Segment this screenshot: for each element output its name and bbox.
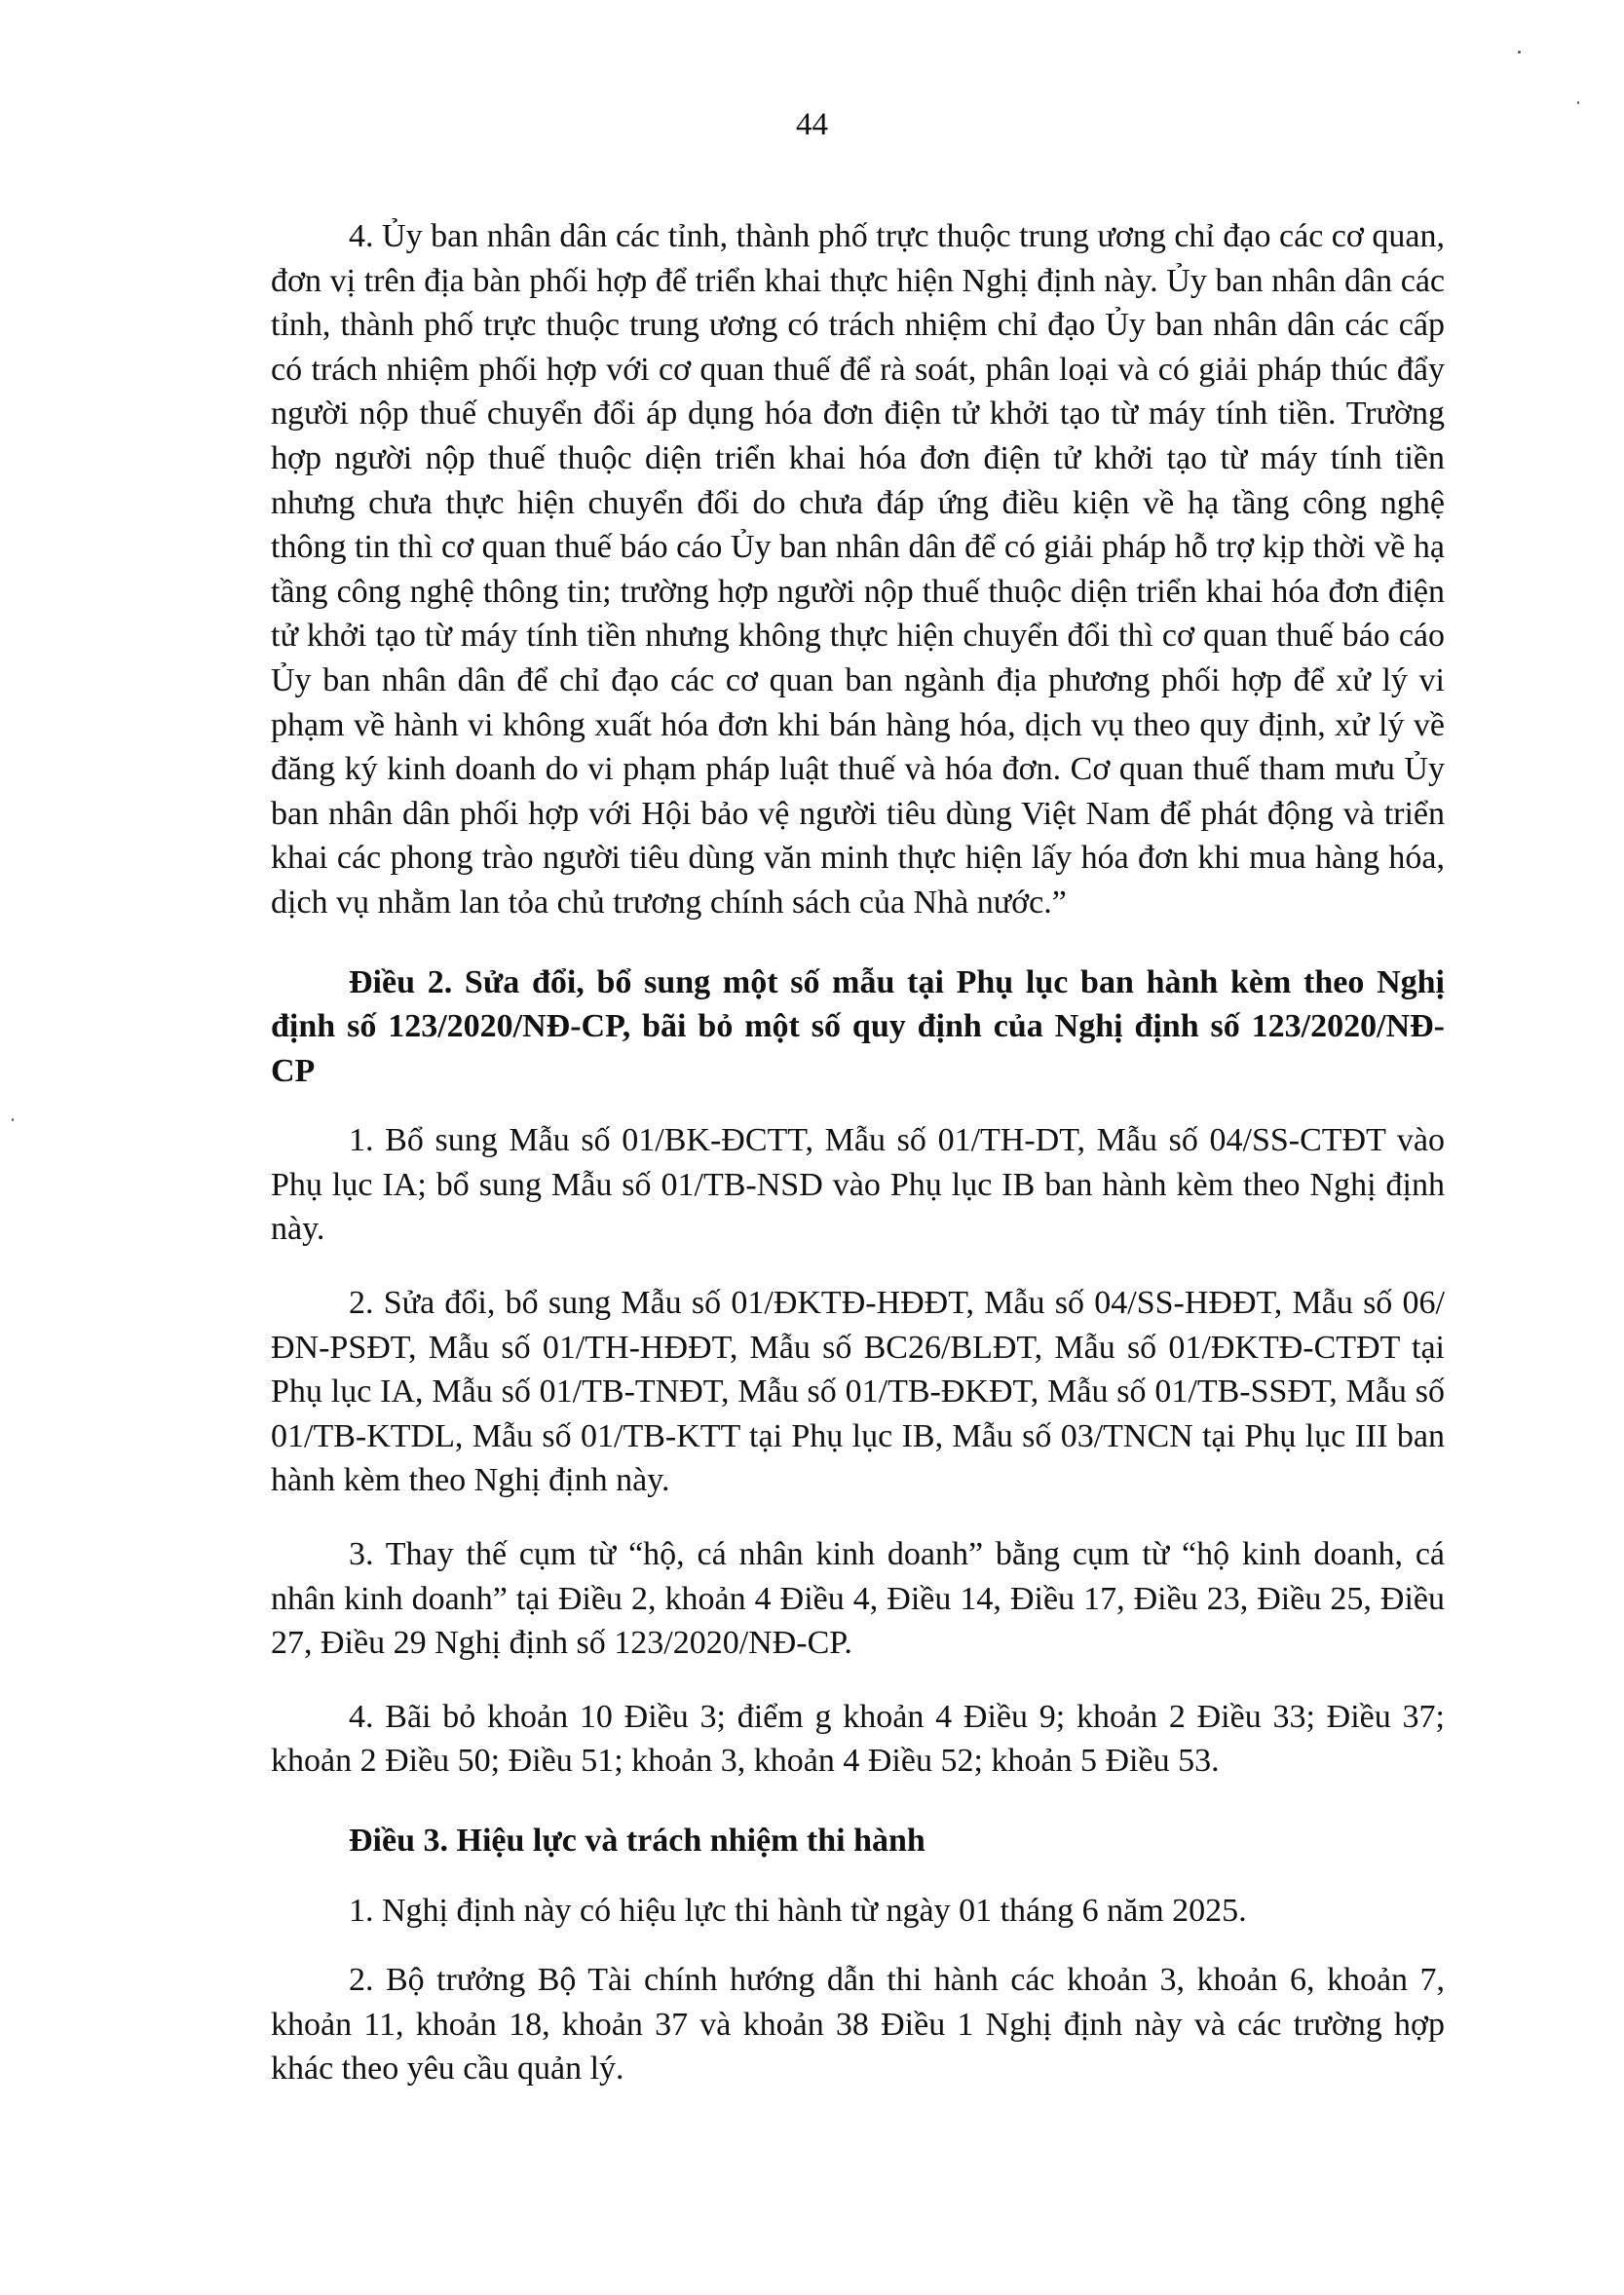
article-3-item-2: 2. Bộ trưởng Bộ Tài chính hướng dẫn thi hành các khoản 3, khoản 6, khoản 7, khoản 11, khoản 18, khoản 37 và khoản 38 Điều 1 Nghị định này và các trường hợp khác theo yêu cầu quản lý. <box>271 1962 1445 2088</box>
article-2-item-4: 4. Bãi bỏ khoản 10 Điều 3; điểm g khoản 4 Điều 9; khoản 2 Điều 33; Điều 37; khoản 2 Điều 50; Điều 51; khoản 3, khoản 4 Điều 52; khoản 5 Điều 53. <box>271 1698 1445 1780</box>
article-3-item-1: 1. Nghị định này có hiệu lực thi hành từ ngày 01 tháng 6 năm 2025. <box>349 1892 1247 1929</box>
paragraph-clause-4: 4. Ủy ban nhân dân các tỉnh, thành phố trực thuộc trung ương chỉ đạo các cơ quan, đơn vị trên địa bàn phối hợp để triển khai thực hiện Nghị định này. Ủy ban nhân dân các tỉnh, thành phố trực thuộc trung ương có trách nhiệm chỉ đạo Ủy ban nhân dân các cấp có trách nhiệm phối hợp với cơ quan thuế để rà soát, phân loại và có giải pháp thúc đẩy người nộp thuế chuyển đổi áp dụng hóa đơn điện tử khởi tạo từ máy tính tiền. Trường hợp người nộp thuế thuộc diện triển khai hóa đơn điện tử khởi tạo từ máy tính tiền nhưng chưa thực hiện chuyển đổi do chưa đáp ứng điều kiện về hạ tầng công nghệ thông tin thì cơ quan thuế báo cáo Ủy ban nhân dân để có giải pháp hỗ trợ kịp thời về hạ tầng công nghệ thông tin; trường hợp người nộp thuế thuộc diện triển khai hóa đơn điện tử khởi tạo từ máy tính tiền nhưng không thực hiện chuyển đổi thì cơ quan thuế báo cáo Ủy ban nhân dân để chỉ đạo các cơ quan ban ngành địa phương phối hợp để xử lý vi phạm về hành vi không xuất hóa đơn khi bán hàng hóa, dịch vụ theo quy định, xử lý về đăng ký kinh doanh do vi phạm pháp luật thuế và hóa đơn. Cơ quan thuế tham mưu Ủy ban nhân dân phối hợp với Hội bảo vệ người tiêu dùng Việt Nam để phát động và triển khai các phong trào người tiêu dùng văn minh thực hiện lấy hóa đơn khi mua hàng hóa, dịch vụ nhằm lan tỏa chủ trương chính sách của Nhà nước.” <box>271 218 1445 921</box>
article-2-heading: Điều 2. Sửa đổi, bổ sung một số mẫu tại Phụ lục ban hành kèm theo Nghị định số 123/2020/NĐ-CP, bãi bỏ một số quy định của Nghị định số 123/2020/NĐ-CP <box>271 963 1445 1089</box>
scan-speck <box>12 1118 14 1121</box>
scan-speck <box>1518 51 1521 54</box>
page-number: 44 <box>796 107 828 142</box>
scan-speck <box>1577 101 1579 104</box>
article-2-item-1: 1. Bổ sung Mẫu số 01/BK-ĐCTT, Mẫu số 01/TH-DT, Mẫu số 04/SS-CTĐT vào Phụ lục IA; bổ sung Mẫu số 01/TB-NSD vào Phụ lục IB ban hành kèm theo Nghị định này. <box>271 1122 1445 1248</box>
article-2-item-3: 3. Thay thế cụm từ “hộ, cá nhân kinh doanh” bằng cụm từ “hộ kinh doanh, cá nhân kinh doanh” tại Điều 2, khoản 4 Điều 4, Điều 14, Điều 17, Điều 23, Điều 25, Điều 27, Điều 29 Nghị định số 123/2020/NĐ-CP. <box>271 1536 1445 1662</box>
document-body <box>271 214 1445 2091</box>
article-3-heading: Điều 3. Hiệu lực và trách nhiệm thi hành <box>349 1823 925 1859</box>
article-2-item-2: 2. Sửa đổi, bổ sung Mẫu số 01/ĐKTĐ-HĐĐT, Mẫu số 04/SS-HĐĐT, Mẫu số 06/ĐN-PSĐT, Mẫu số 01/TH-HĐĐT, Mẫu số BC26/BLĐT, Mẫu số 01/ĐKTĐ-CTĐT tại Phụ lục IA, Mẫu số 01/TB-TNĐT, Mẫu số 01/TB-ĐKĐT, Mẫu số 01/TB-SSĐT, Mẫu số 01/TB-KTDL, Mẫu số 01/TB-KTT tại Phụ lục IB, Mẫu số 03/TNCN tại Phụ lục III ban hành kèm theo Nghị định này. <box>271 1285 1445 1499</box>
